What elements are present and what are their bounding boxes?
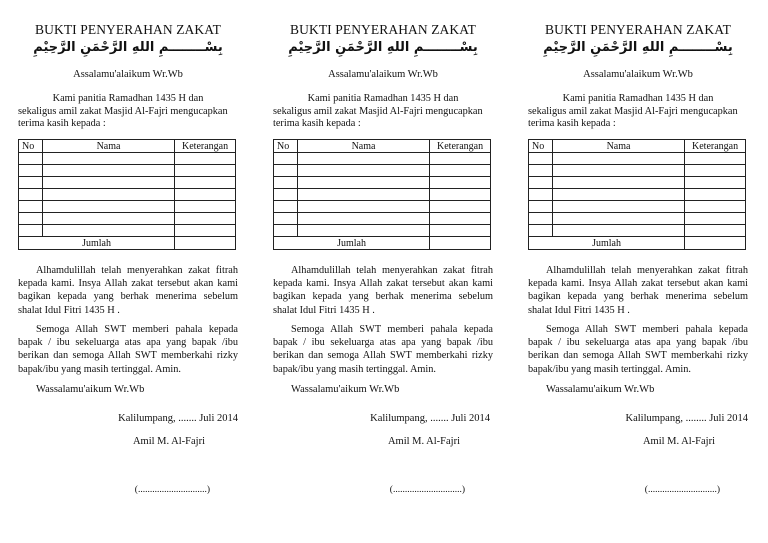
signature-line	[273, 485, 493, 495]
column-header-no: No	[529, 140, 553, 153]
column-header-nama: Nama	[297, 140, 429, 153]
column-header-nama: Nama	[42, 140, 174, 153]
table-row	[274, 189, 491, 201]
intro-text	[528, 93, 748, 131]
recipient-table	[273, 139, 491, 250]
greeting: Assalamu'alaikum Wr.Wb	[73, 69, 183, 80]
paragraph-line: Alhamdulillah telah menyerahkan zakat fitrah	[546, 265, 748, 276]
table-row	[19, 189, 236, 201]
signer-text: Amil M. Al-Fajri	[642, 436, 715, 447]
table-row	[529, 153, 746, 165]
paragraph-line: berikan dan semoga Allah SWT memberkahi rizky	[18, 350, 238, 362]
basmalah-calligraphy: بِسْــــــــمِ اللهِ الرَّحْمَنِ الرَّحِيْمِ	[543, 40, 733, 55]
column-header-nama: Nama	[552, 140, 684, 153]
paragraph-line: bapak/ibu yang masih tertinggal. Amin.	[273, 363, 437, 375]
paragraph-line: shalat Idul Fitri 1435 H .	[273, 304, 375, 316]
zakat-receipt-3	[528, 0, 748, 543]
paragraph-line: bapak/ibu yang masih tertinggal. Amin.	[528, 363, 692, 375]
table-row	[274, 201, 491, 213]
closing-salutation: Wassalamu'aikum Wr.Wb	[291, 384, 400, 395]
paragraph-prayer	[528, 323, 748, 376]
column-header-keterangan: Keterangan	[430, 140, 491, 153]
zakat-receipt-1	[18, 0, 238, 543]
table-row	[19, 201, 236, 213]
signature-placeholder: (.............................)	[134, 485, 210, 495]
paragraph-line: kepada kami. Insya Allah zakat tersebut akan kami	[18, 278, 238, 290]
recipient-table	[528, 139, 746, 250]
table-row	[19, 153, 236, 165]
paragraph-line: bapak / ibu sekeluarga atas apa yang bapak /ibu	[273, 337, 493, 349]
paragraph-confirmation	[273, 264, 493, 317]
intro-line: terima kasih kepada :	[18, 118, 106, 129]
signature-placeholder: (.............................)	[644, 485, 720, 495]
table-row	[19, 213, 236, 225]
intro-line: sekaligus amil zakat Masjid Al-Fajri mengucapkan	[273, 105, 483, 117]
paragraph-prayer	[273, 323, 493, 376]
place-date-text: Kalilumpang, ....... Juli 2014	[370, 413, 490, 424]
column-header-no: No	[19, 140, 43, 153]
table-row	[529, 213, 746, 225]
greeting: Assalamu'alaikum Wr.Wb	[583, 69, 693, 80]
table-row	[274, 153, 491, 165]
paragraph-line: berikan dan semoga Allah SWT memberkahi rizky	[273, 350, 493, 362]
place-date-text: Kalilumpang, ........ Juli 2014	[625, 413, 748, 424]
signer-name	[273, 436, 493, 447]
signature-placeholder: (.............................)	[389, 485, 465, 495]
table-row	[529, 201, 746, 213]
paragraph-line: bapak / ibu sekeluarga atas apa yang bapak /ibu	[528, 337, 748, 349]
paragraph-line: bapak/ibu yang masih tertinggal. Amin.	[18, 363, 182, 375]
closing-salutation: Wassalamu'aikum Wr.Wb	[546, 384, 655, 395]
intro-line: sekaligus amil zakat Masjid Al-Fajri mengucapkan	[528, 105, 738, 117]
table-row	[274, 225, 491, 237]
place-date	[273, 413, 493, 424]
paragraph-line: bagikan kepada yang berhak menerima sebelum	[273, 291, 493, 303]
paragraph-line: shalat Idul Fitri 1435 H .	[528, 304, 630, 316]
signature-line	[18, 485, 238, 495]
table-row	[19, 225, 236, 237]
intro-line: Kami panitia Ramadhan 1435 H dan	[307, 93, 459, 104]
signer-name	[528, 436, 748, 447]
intro-line: Kami panitia Ramadhan 1435 H dan	[52, 93, 204, 104]
table-row	[19, 165, 236, 177]
table-footer-total: Jumlah	[529, 237, 685, 250]
signature-line	[528, 485, 748, 495]
table-row	[274, 177, 491, 189]
table-row	[274, 165, 491, 177]
signer-name	[18, 436, 238, 447]
column-header-keterangan: Keterangan	[175, 140, 236, 153]
recipient-table	[18, 139, 236, 250]
basmalah-calligraphy: بِسْــــــــمِ اللهِ الرَّحْمَنِ الرَّحِيْمِ	[288, 40, 478, 55]
paragraph-line: bagikan kepada yang berhak menerima sebelum	[528, 291, 748, 303]
paragraph-line: Alhamdulillah telah menyerahkan zakat fitrah	[291, 265, 493, 276]
closing-salutation: Wassalamu'aikum Wr.Wb	[36, 384, 145, 395]
table-row	[529, 225, 746, 237]
paragraph-line: bapak / ibu sekeluarga atas apa yang bapak /ibu	[18, 337, 238, 349]
column-header-no: No	[274, 140, 298, 153]
paragraph-line: bagikan kepada yang berhak menerima sebelum	[18, 291, 238, 303]
paragraph-line: kepada kami. Insya Allah zakat tersebut akan kami	[273, 278, 493, 290]
intro-line: terima kasih kepada :	[528, 118, 616, 129]
zakat-receipt-2	[273, 0, 493, 543]
paragraph-line: berikan dan semoga Allah SWT memberkahi rizky	[528, 350, 748, 362]
column-header-keterangan: Keterangan	[685, 140, 746, 153]
intro-text	[273, 93, 493, 131]
paragraph-line: kepada kami. Insya Allah zakat tersebut akan kami	[528, 278, 748, 290]
paragraph-line: Semoga Allah SWT memberi pahala kepada	[291, 324, 493, 335]
signer-text: Amil M. Al-Fajri	[387, 436, 460, 447]
greeting: Assalamu'alaikum Wr.Wb	[328, 69, 438, 80]
receipt-title: BUKTI PENYERAHAN ZAKAT	[290, 22, 476, 37]
paragraph-line: Semoga Allah SWT memberi pahala kepada	[36, 324, 238, 335]
paragraph-line: shalat Idul Fitri 1435 H .	[18, 304, 120, 316]
signer-text: Amil M. Al-Fajri	[132, 436, 205, 447]
table-row	[529, 189, 746, 201]
table-row	[529, 165, 746, 177]
paragraph-line: Semoga Allah SWT memberi pahala kepada	[546, 324, 748, 335]
paragraph-confirmation	[528, 264, 748, 317]
intro-text	[18, 93, 238, 131]
place-date-text: Kalilumpang, ....... Juli 2014	[118, 413, 238, 424]
paragraph-prayer	[18, 323, 238, 376]
table-footer-total: Jumlah	[19, 237, 175, 250]
table-footer-total: Jumlah	[274, 237, 430, 250]
paragraph-confirmation	[18, 264, 238, 317]
place-date	[18, 413, 238, 424]
intro-line: sekaligus amil zakat Masjid Al-Fajri mengucapkan	[18, 105, 228, 117]
intro-line: Kami panitia Ramadhan 1435 H dan	[562, 93, 714, 104]
table-row	[19, 177, 236, 189]
receipt-title: BUKTI PENYERAHAN ZAKAT	[35, 22, 221, 37]
intro-line: terima kasih kepada :	[273, 118, 361, 129]
place-date	[528, 413, 748, 424]
paragraph-line: Alhamdulillah telah menyerahkan zakat fitrah	[36, 265, 238, 276]
basmalah-calligraphy: بِسْــــــــمِ اللهِ الرَّحْمَنِ الرَّحِيْمِ	[33, 40, 223, 55]
table-row	[274, 213, 491, 225]
table-row	[529, 177, 746, 189]
receipt-title: BUKTI PENYERAHAN ZAKAT	[545, 22, 731, 37]
